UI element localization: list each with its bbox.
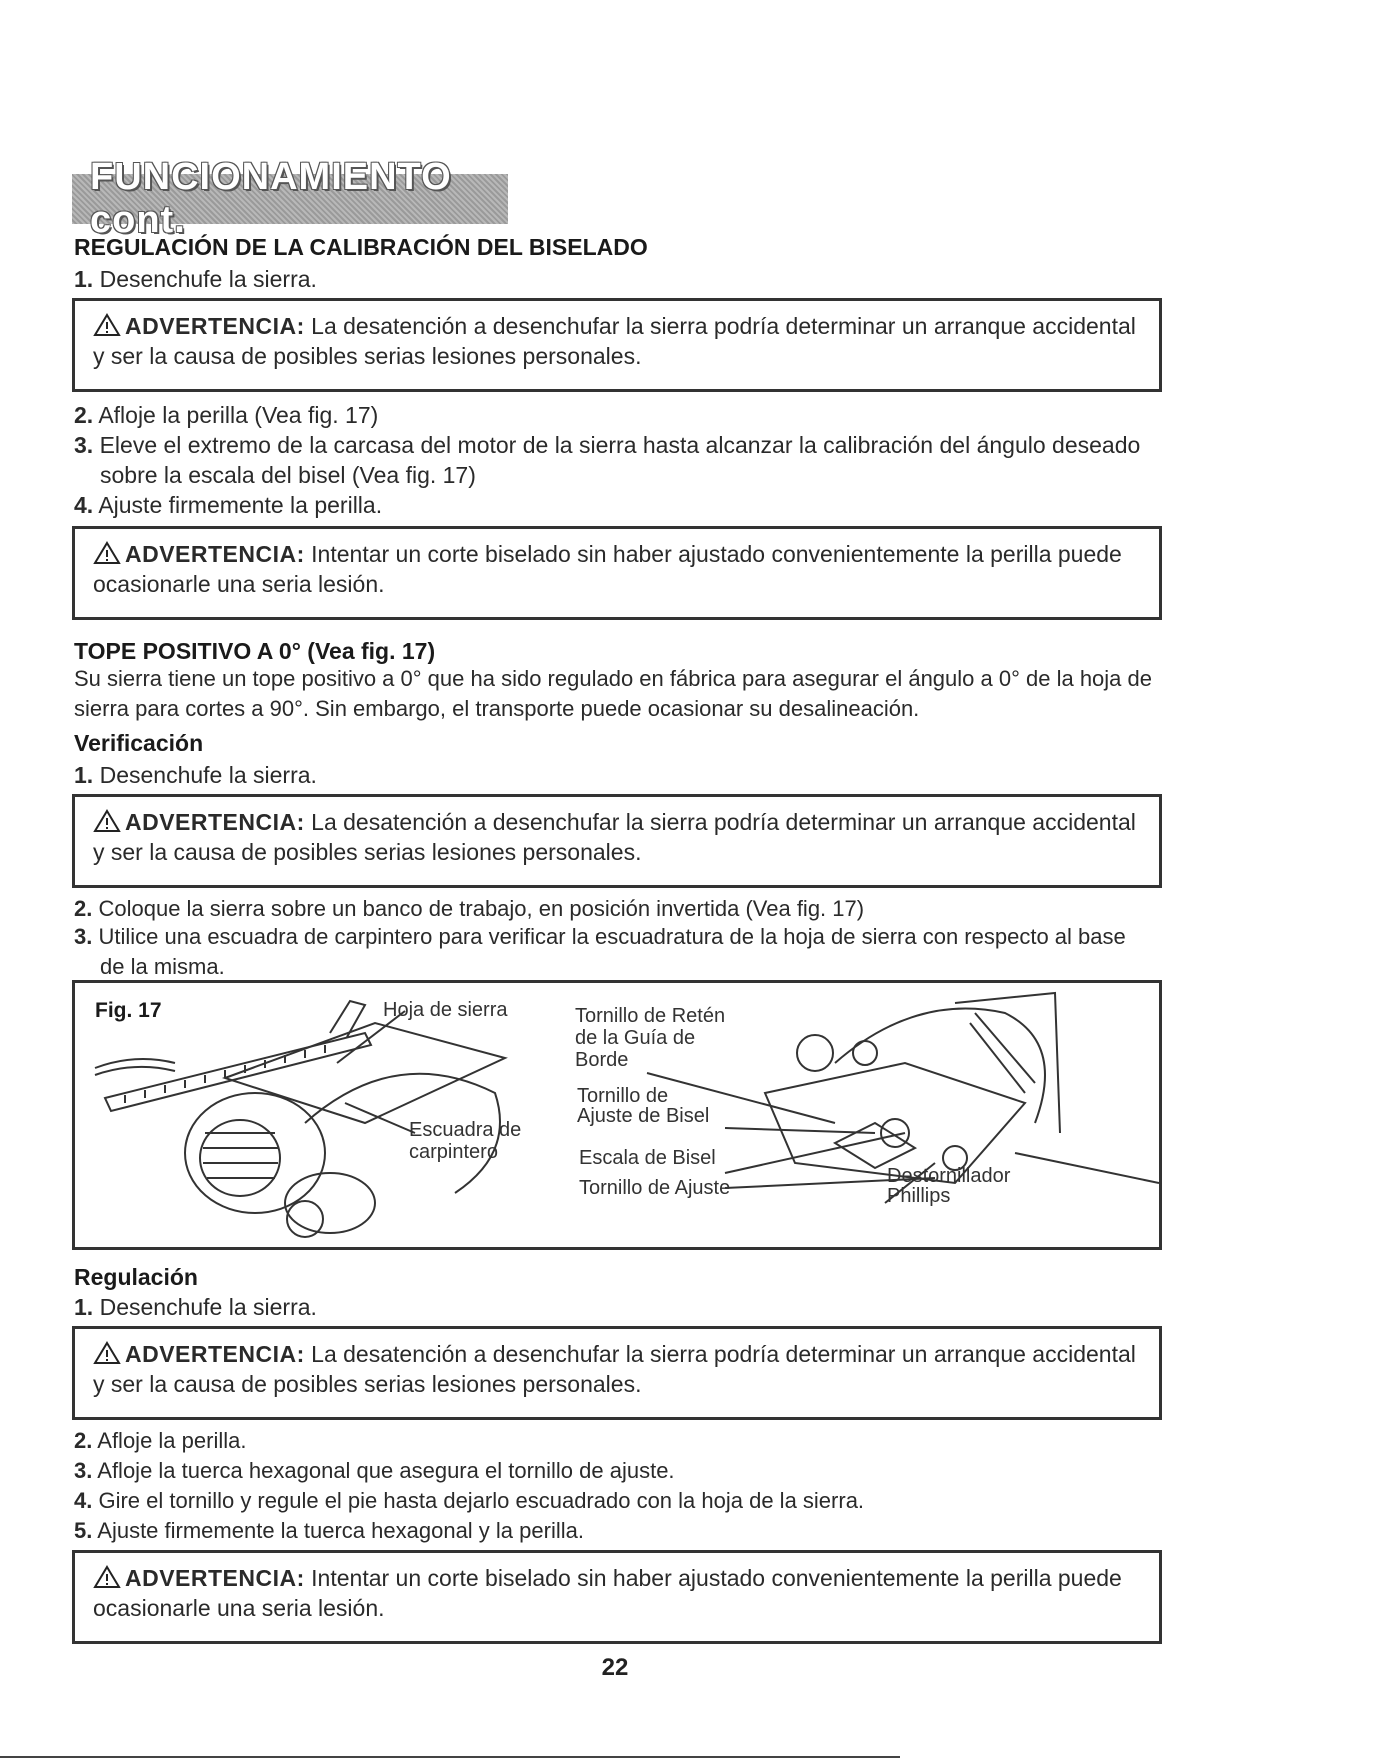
page-number: 22 (601, 1654, 629, 1681)
warning-label: ADVERTENCIA: (125, 541, 305, 567)
step: 3. Eleve el extremo de la carcasa del motor de la sierra hasta alcanzar la calibración del ángulo deseado sobre la escala del bisel (Vea fig. 17) (74, 432, 1141, 488)
step: 2. Coloque la sierra sobre un banco de trabajo, en posición invertida (Vea fig. 17) (74, 896, 865, 921)
bottom-rule (0, 1756, 900, 1758)
warning-icon (93, 809, 121, 833)
warning-text: Intentar un corte biselado sin haber ajustado convenientemente la perilla puede ocasionarle una seria lesión. (93, 1565, 1122, 1621)
subheading-verification: Verificación (74, 730, 204, 756)
label-bevel-screw: Tornillo de (577, 1085, 669, 1107)
label-screwdriver: Phillips (887, 1185, 951, 1207)
step: 2. Afloje la perilla (Vea fig. 17) (74, 402, 379, 428)
warning-box (72, 298, 1162, 392)
label-retention-screw: Borde (575, 1049, 629, 1071)
warning-text: Intentar un corte biselado sin haber ajustado convenientemente la perilla puede ocasionarle una seria lesión. (93, 541, 1122, 597)
label-retention-screw: Tornillo de Retén (575, 1005, 726, 1027)
section-title-positive-stop: TOPE POSITIVO A 0° (Vea fig. 17) (74, 638, 436, 664)
figure-title: Fig. 17 (95, 999, 162, 1022)
warning-label: ADVERTENCIA: (125, 1341, 305, 1367)
step: 5. Ajuste firmemente la tuerca hexagonal y la perilla. (74, 1518, 584, 1543)
warning-box (72, 794, 1162, 888)
label-bevel-scale: Escala de Bisel (579, 1147, 716, 1169)
label-square: carpintero (409, 1141, 498, 1163)
warning-label: ADVERTENCIA: (125, 1565, 305, 1591)
step: 2. Afloje la perilla. (74, 1428, 247, 1453)
warning-label: ADVERTENCIA: (125, 809, 305, 835)
warning-label: ADVERTENCIA: (125, 313, 305, 339)
label-screwdriver: Destornillador (887, 1165, 1011, 1187)
warning-icon (93, 541, 121, 565)
warning-icon (93, 313, 121, 337)
warning-box (72, 1326, 1162, 1420)
subheading-regulation: Regulación (74, 1264, 198, 1290)
step: 3. Afloje la tuerca hexagonal que asegura el tornillo de ajuste. (74, 1458, 675, 1483)
warning-text: La desatención a desenchufar la sierra podría determinar un arranque accidental y ser la causa de posibles serias lesiones personales. (93, 809, 1136, 865)
step: 1. Desenchufe la sierra. (74, 266, 317, 292)
figure-17 (72, 980, 1162, 1250)
label-square: Escuadra de (409, 1119, 522, 1141)
banner-text: FUNCIONAMIENTO cont. (90, 156, 452, 241)
label-blade: Hoja de sierra (383, 999, 508, 1021)
step: 1. Desenchufe la sierra. (74, 762, 317, 788)
warning-box (72, 1550, 1162, 1644)
label-adjust-screw: Tornillo de Ajuste (579, 1177, 731, 1199)
step: 1. Desenchufe la sierra. (74, 1294, 317, 1320)
step: 4. Gire el tornillo y regule el pie hasta dejarlo escuadrado con la hoja de la sierra. (74, 1488, 865, 1513)
warning-icon (93, 1565, 121, 1589)
step: 4. Ajuste firmemente la perilla. (74, 492, 383, 518)
warning-text: La desatención a desenchufar la sierra podría determinar un arranque accidental y ser la causa de posibles serias lesiones personales. (93, 313, 1136, 369)
warning-icon (93, 1341, 121, 1365)
section-banner (72, 156, 508, 241)
label-bevel-screw: Ajuste de Bisel (577, 1105, 710, 1127)
section-title-bevel: REGULACIÓN DE LA CALIBRACIÓN DEL BISELADO (74, 234, 648, 260)
warning-box (72, 526, 1162, 620)
label-retention-screw: de la Guía de (575, 1027, 696, 1049)
paragraph: Su sierra tiene un tope positivo a 0° que ha sido regulado en fábrica para asegurar el ángulo a 0° de la hoja de sierra para cortes a 90°. Sin embargo, el transporte puede ocasionar su desalineación. (74, 666, 1152, 721)
step: 3. Utilice una escuadra de carpintero para verificar la escuadratura de la hoja de sierra con respecto al base de la misma. (74, 924, 1126, 979)
warning-text: La desatención a desenchufar la sierra podría determinar un arranque accidental y ser la causa de posibles serias lesiones personales. (93, 1341, 1136, 1397)
